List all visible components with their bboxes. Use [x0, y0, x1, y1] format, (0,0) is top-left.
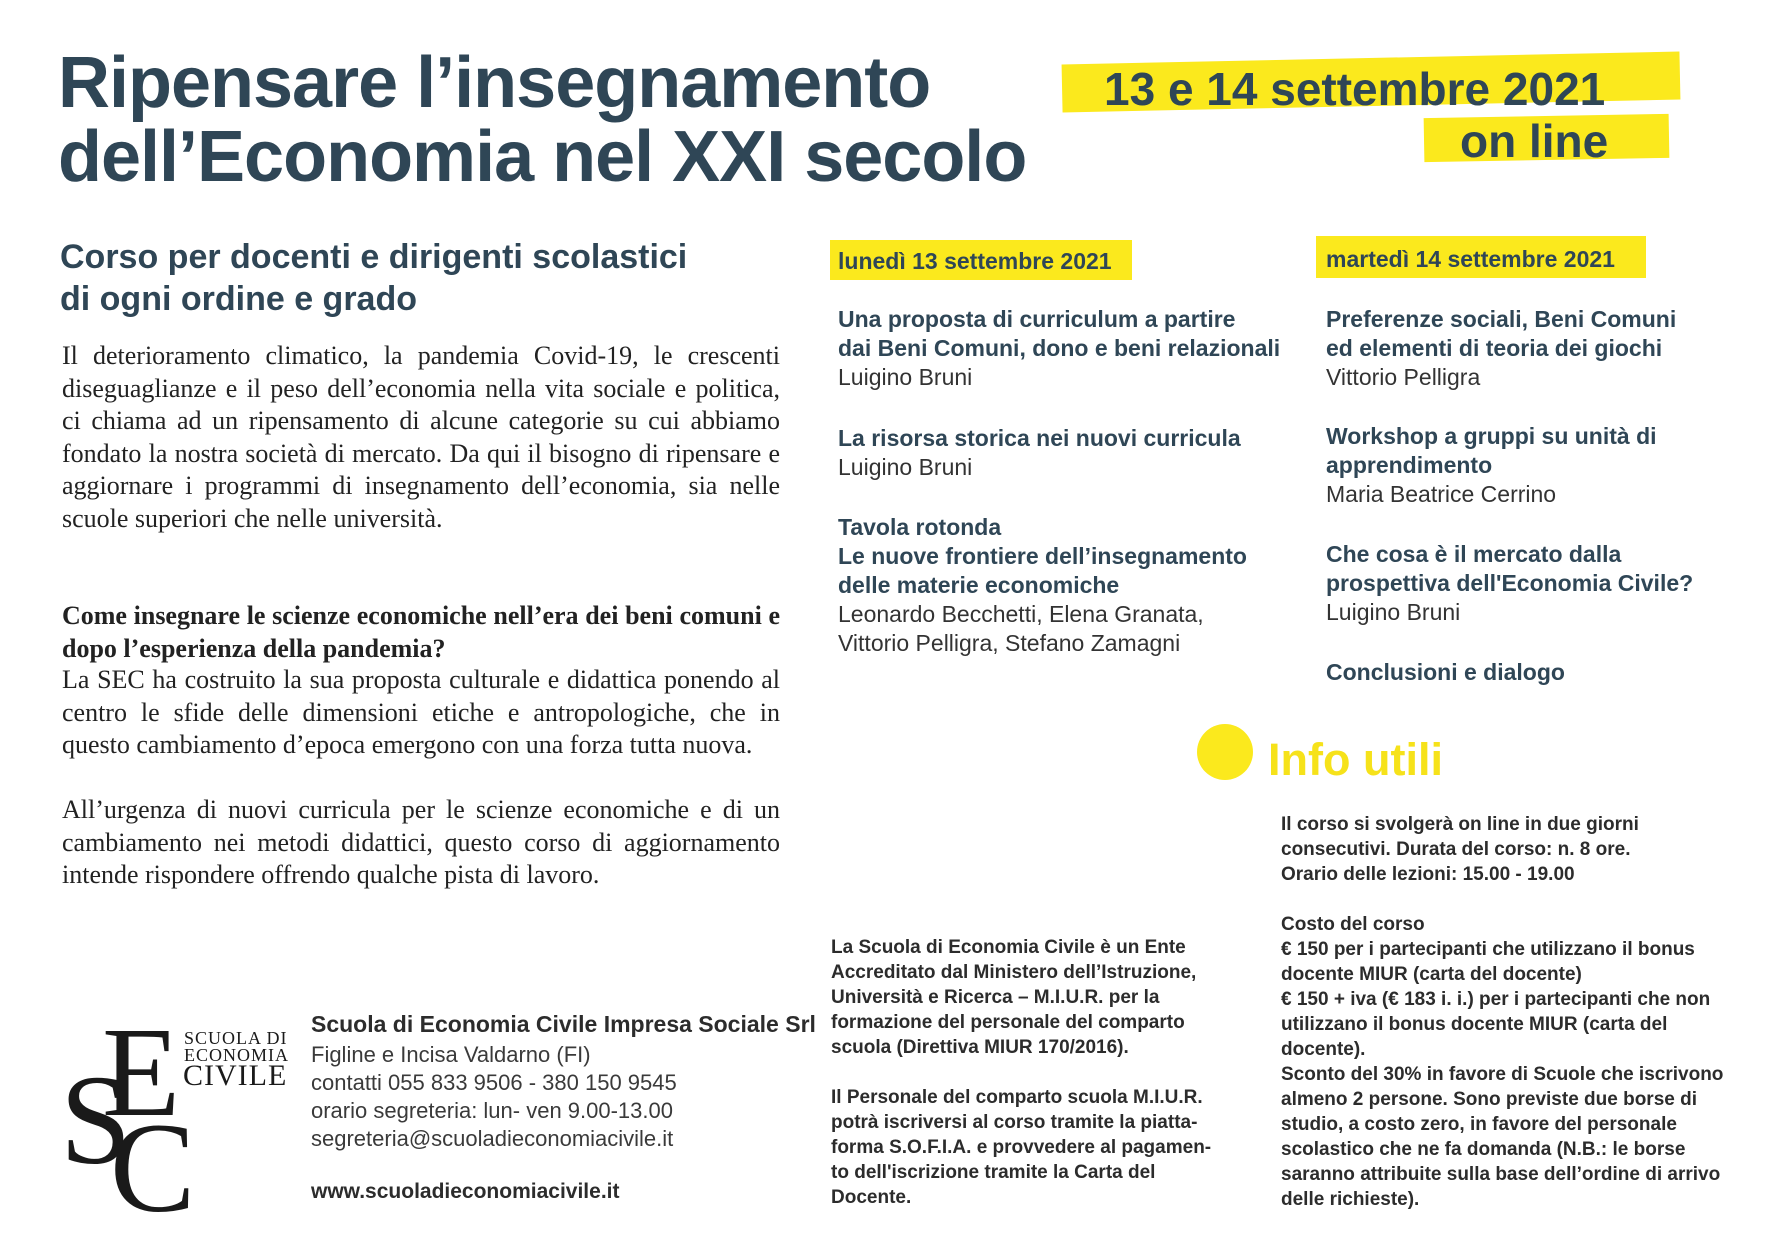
org-phone: contatti 055 833 9506 - 380 150 9545: [311, 1070, 677, 1095]
session-title: Tavola rotonda: [838, 514, 1002, 540]
session-title: Preferenze sociali, Beni Comuni: [1326, 306, 1677, 332]
accreditation-line: scuola (Direttiva MIUR 170/2016).: [831, 1037, 1129, 1058]
logo-letter-c: C: [110, 1097, 196, 1239]
info-line: utilizzano il bonus docente MIUR (carta del: [1281, 1014, 1668, 1035]
accreditation-line: to dell'iscrizione tramite la Carta del: [831, 1162, 1156, 1183]
info-line: scolastico che ne fa domanda (N.B.: le borse: [1281, 1139, 1686, 1160]
logo-letter-e: E: [102, 1001, 181, 1143]
sec-paragraph: La SEC ha costruito la sua proposta culturale e didattica ponendo al centro le sfide delle dimensioni etiche e antropologiche, che in questo cambiamento d’epoca emergono con una forza tutta nuova.: [62, 665, 780, 759]
day2-label: martedì 14 settembre 2021: [1326, 246, 1615, 272]
title-line-2: dell’Economia nel XXI secolo: [58, 117, 1027, 197]
info-line: Orario delle lezioni: 15.00 - 19.00: [1281, 864, 1575, 885]
info-line: delle richieste).: [1281, 1189, 1420, 1210]
day1-session-2: [838, 424, 1241, 482]
org-email: segreteria@scuoladieconomiacivile.it: [311, 1126, 674, 1151]
info-line: consecutivi. Durata del corso: n. 8 ore.: [1281, 839, 1631, 860]
info-line: saranno attribuite sulla base dell’ordine di arrivo: [1281, 1164, 1721, 1185]
info-line: almeno 2 persone. Sono previste due borse di: [1281, 1089, 1697, 1110]
session-title: dai Beni Comuni, dono e beni relazionali: [838, 335, 1281, 361]
event-mode: on line: [1460, 115, 1609, 167]
logo-text-line-3: CIVILE: [183, 1059, 288, 1092]
accreditation-block: [831, 935, 1211, 1210]
logo-text-line-2: ECONOMIA: [184, 1045, 289, 1065]
course-subtitle: [60, 236, 687, 320]
accreditation-line: formazione del personale del comparto: [831, 1012, 1185, 1033]
session-title: La risorsa storica nei nuovi curricula: [838, 425, 1241, 451]
session-speaker: Leonardo Becchetti, Elena Granata,: [838, 601, 1204, 627]
info-line: € 150 + iva (€ 183 i. i.) per i partecipanti che non: [1281, 989, 1711, 1010]
yellow-dot-icon: [1197, 724, 1253, 780]
day2-session-4: [1326, 658, 1565, 687]
info-line: docente MIUR (carta del docente): [1281, 964, 1582, 985]
accreditation-line: Università e Ricerca – M.I.U.R. per la: [831, 987, 1160, 1008]
website-link[interactable]: www.scuoladieconomiacivile.it: [311, 1180, 620, 1203]
org-address: Figline e Incisa Valdarno (FI): [311, 1042, 591, 1067]
accreditation-line: forma S.O.F.I.A. e provvedere al pagamen-: [831, 1137, 1212, 1158]
info-line: [1281, 887, 1723, 912]
info-line: Il corso si svolgerà on line in due giorni: [1281, 814, 1639, 835]
info-title: Info utili: [1268, 734, 1443, 785]
info-block: [1281, 812, 1723, 1212]
accreditation-line: La Scuola di Economia Civile è un Ente: [831, 937, 1186, 958]
session-speaker: Maria Beatrice Cerrino: [1326, 481, 1557, 507]
session-title: prospettiva dell'Economia Civile?: [1326, 570, 1694, 596]
accreditation-line: [831, 1060, 1211, 1085]
accreditation-line: Il Personale del comparto scuola M.I.U.R.: [831, 1087, 1203, 1108]
accreditation-line: Accreditato dal Ministero dell’Istruzione,: [831, 962, 1197, 983]
accreditation-line: potrà iscriversi al corso tramite la piatta-: [831, 1112, 1198, 1133]
page-title: [58, 43, 1027, 197]
info-line: studio, a costo zero, in favore del personale: [1281, 1114, 1677, 1135]
info-line: docente).: [1281, 1039, 1366, 1060]
intro-paragraph: Il deterioramento climatico, la pandemia Covid-19, le crescenti diseguaglianze e il peso dell’economia nella vita sociale e politica, ci chiama ad un ripensamento di alcune categorie su cui abbiamo fondato la nostra società di mercato. Da qui il bisogno di ripensare e aggiornare i programmi di insegnamento dell’economia, sia nelle scuole superiori che nelle università.: [62, 341, 780, 533]
org-hours: orario segreteria: lun- ven 9.00-13.00: [311, 1098, 673, 1123]
session-title: Workshop a gruppi su unità di: [1326, 423, 1657, 449]
logo-text-line-1: SCUOLA DI: [184, 1028, 288, 1048]
day1-label: lunedì 13 settembre 2021: [838, 248, 1112, 274]
subtitle-line-2: di ogni ordine e grado: [60, 280, 417, 318]
day1-session-3: [838, 513, 1247, 658]
session-speaker: Luigino Bruni: [838, 364, 973, 390]
session-speaker: Luigino Bruni: [838, 454, 973, 480]
day2-session-3: [1326, 540, 1693, 627]
session-title: apprendimento: [1326, 452, 1493, 478]
session-speaker: Vittorio Pelligra, Stefano Zamagni: [838, 630, 1181, 656]
session-title: Che cosa è il mercato dalla: [1326, 541, 1622, 567]
subtitle-line-1: Corso per docenti e dirigenti scolastici: [60, 238, 688, 276]
session-title: Una proposta di curriculum a partire: [838, 306, 1236, 332]
info-line: € 150 per i partecipanti che utilizzano il bonus: [1281, 939, 1695, 960]
session-title: Le nuove frontiere dell’insegnamento: [838, 543, 1247, 569]
title-line-1: Ripensare l’insegnamento: [58, 43, 931, 123]
day1-session-1: [838, 305, 1280, 392]
org-name: Scuola di Economia Civile Impresa Sociale Srl: [311, 1011, 816, 1037]
question-heading: Come insegnare le scienze economiche nell’era dei beni comuni e dopo l’esperienza della pandemia?: [62, 601, 780, 663]
curricula-paragraph: All’urgenza di nuovi curricula per le scienze economiche e di un cambiamento nei metodi didattici, questo corso di aggiornamento intende rispondere offrendo qualche pista di lavoro.: [62, 795, 780, 889]
session-speaker: Vittorio Pelligra: [1326, 364, 1481, 390]
accreditation-line: Docente.: [831, 1187, 912, 1208]
info-line: Costo del corso: [1281, 914, 1425, 935]
session-speaker: Luigino Bruni: [1326, 599, 1461, 625]
day2-session-1: [1326, 305, 1676, 392]
event-date: 13 e 14 settembre 2021: [1104, 63, 1606, 115]
session-title: delle materie economiche: [838, 572, 1120, 598]
info-line: Sconto del 30% in favore di Scuole che iscrivono: [1281, 1064, 1724, 1085]
session-title: Conclusioni e dialogo: [1326, 659, 1565, 685]
session-title: ed elementi di teoria dei giochi: [1326, 335, 1663, 361]
day2-session-2: [1326, 422, 1657, 509]
logo-letter-s: S: [60, 1049, 132, 1191]
